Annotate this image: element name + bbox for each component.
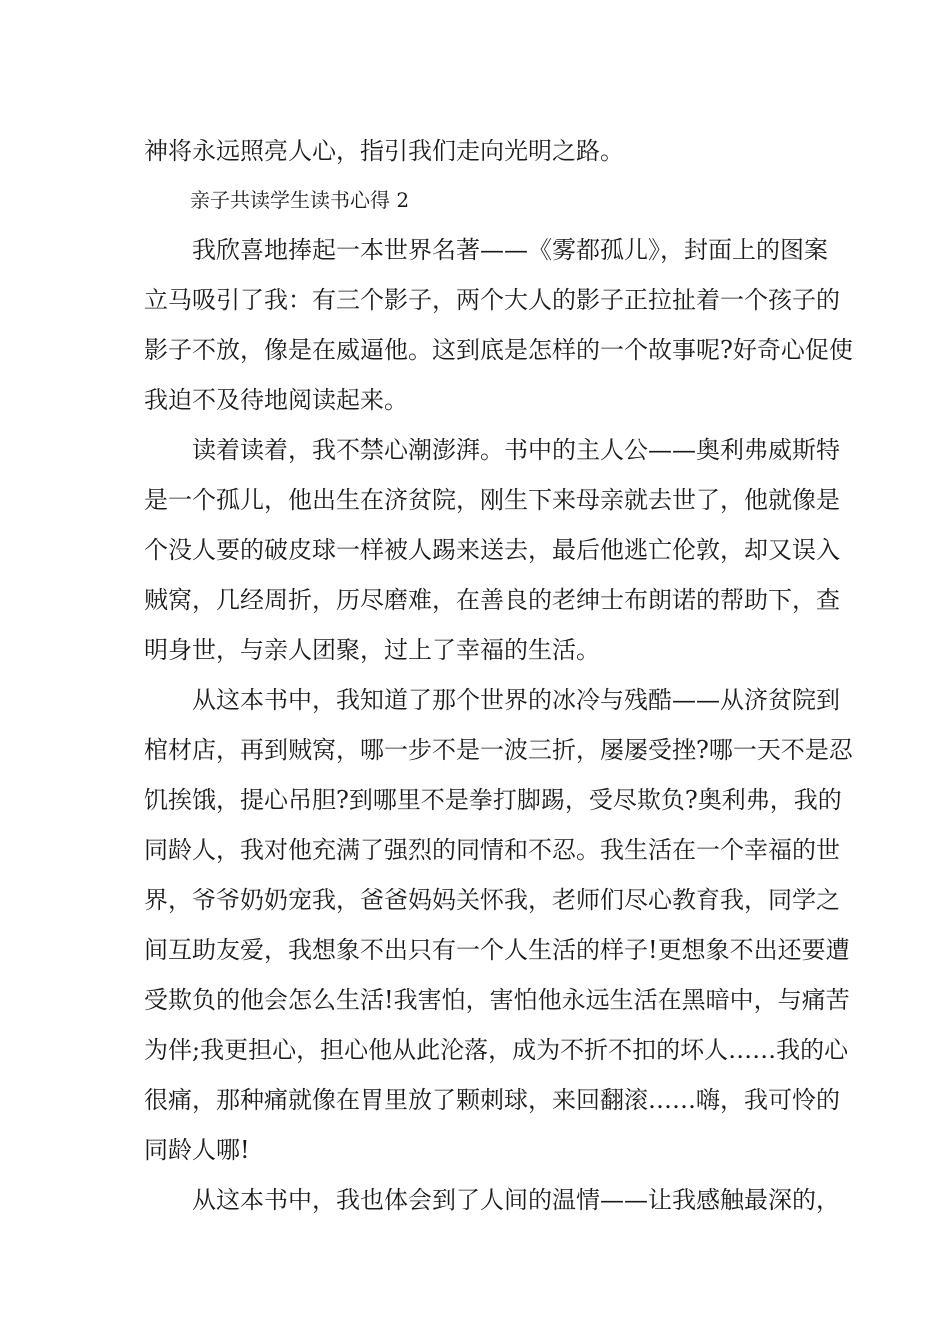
paragraph-3-line-5: 界，爷爷奶奶宠我，爸爸妈妈关怀我，老师们尽心教育我，同学之 <box>144 886 840 914</box>
paragraph-2-line-5: 明身世，与亲人团聚，过上了幸福的生活。 <box>144 636 600 664</box>
paragraph-2-line-2: 是一个孤儿，他出生在济贫院，刚生下来母亲就去世了，他就像是 <box>144 486 840 514</box>
paragraph-3-line-7: 受欺负的他会怎么生活!我害怕，害怕他永远生活在黑暗中，与痛苦 <box>144 986 850 1014</box>
paragraph-3-line-9: 很痛，那种痛就像在胃里放了颗刺球，来回翻滚……嗨，我可怜的 <box>144 1086 840 1114</box>
paragraph-1-line-1: 我欣喜地捧起一本世界名著——《雾都孤儿》，封面上的图案 <box>192 236 828 264</box>
paragraph-3-line-1: 从这本书中，我知道了那个世界的冰冷与残酷——从济贫院到 <box>192 686 840 714</box>
intro-line: 神将永远照亮人心，指引我们走向光明之路。 <box>144 137 624 165</box>
paragraph-4-line-1: 从这本书中，我也体会到了人间的温情——让我感触最深的， <box>192 1186 840 1214</box>
paragraph-2-line-3: 个没人要的破皮球一样被人踢来送去，最后他逃亡伦敦，却又误入 <box>144 536 840 564</box>
paragraph-2-line-4: 贼窝，几经周折，历尽磨难，在善良的老绅士布朗诺的帮助下，查 <box>144 586 840 614</box>
paragraph-1-line-4: 我迫不及待地阅读起来。 <box>144 386 408 414</box>
paragraph-3-line-3: 饥挨饿，提心吊胆?到哪里不是拳打脚踢，受尽欺负?奥利弗，我的 <box>144 786 842 814</box>
paragraph-2-line-1: 读着读着，我不禁心潮澎湃。书中的主人公——奥利弗威斯特 <box>192 436 840 464</box>
paragraph-3-line-6: 间互助友爱，我想象不出只有一个人生活的样子!更想象不出还要遭 <box>144 936 850 964</box>
paragraph-1-line-3: 影子不放，像是在威逼他。这到底是怎样的一个故事呢?好奇心促使 <box>144 336 853 364</box>
section-title: 亲子共读学生读书心得 2 <box>190 188 410 212</box>
paragraph-1-line-2: 立马吸引了我：有三个影子，两个大人的影子正拉扯着一个孩子的 <box>144 286 840 314</box>
paragraph-3-line-8: 为伴;我更担心，担心他从此沦落，成为不折不扣的坏人……我的心 <box>144 1036 849 1064</box>
paragraph-3-line-2: 棺材店，再到贼窝，哪一步不是一波三折，屡屡受挫?哪一天不是忍 <box>144 736 853 764</box>
paragraph-3-line-4: 同龄人，我对他充满了强烈的同情和不忍。我生活在一个幸福的世 <box>144 836 840 864</box>
paragraph-3-line-10: 同龄人哪! <box>144 1136 250 1164</box>
